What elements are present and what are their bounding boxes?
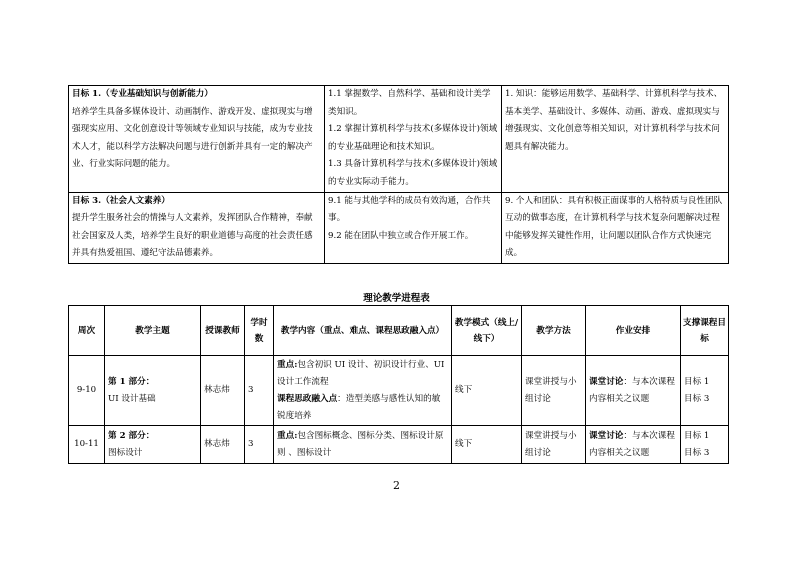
teacher-cell: 林志炜 [201, 356, 245, 426]
key-text: 包含图标概念、图标分类、图标设计原则 、图标设计 [277, 430, 444, 458]
hw-text: ：与本次课程内容相关之议题 [589, 376, 675, 404]
homework-cell [586, 426, 681, 464]
method-cell: 课堂讲授与小组讨论 [522, 356, 586, 426]
topic-cell [105, 426, 201, 464]
page-number: 2 [393, 479, 400, 492]
hw-label: 课堂讨论 [589, 376, 624, 387]
goal-ref: 目标 1 [684, 376, 710, 387]
hw-label: 课堂讨论 [589, 430, 624, 441]
header-row [69, 306, 729, 356]
goal-title: 目标 3.（社会人文素养） [72, 195, 170, 206]
part-label: 第 2 部分： [108, 430, 155, 441]
key-text: 包含初识 UI 设计、初识设计行业、UI 设计工作流程 [277, 359, 445, 387]
hw-text: ：与本次课程内容相关之议题 [589, 430, 675, 458]
header-homework: 作业安排 [586, 306, 681, 356]
header-mode: 教学模式（线上/线下） [452, 306, 522, 356]
key-label: 重点: [277, 359, 298, 370]
teacher-cell: 林志炜 [201, 426, 245, 464]
table-row [69, 426, 729, 464]
header-hours: 学时数 [245, 306, 274, 356]
goal-cell [681, 356, 729, 426]
mode-cell: 线下 [452, 426, 522, 464]
indicator: 1.3 具备计算机科学与技术(多媒体设计)领域的专业实际动手能力。 [328, 159, 498, 187]
indicator: 1.1 掌握数学、自然科学、基础和设计美学类知识。 [328, 89, 491, 117]
requirement-cell: 9. 个人和团队：具有积极正面谋事的人格特质与良性团队互动的做事态度，在计算机科学与技术复杂问题解决过程中能够发挥关键性作用，让问题以团队合作方式快速完成。 [502, 192, 729, 263]
table-row [69, 356, 729, 426]
indicator: 9.1 能与其他学科的成员有效沟通，合作共事。 [328, 195, 491, 224]
goal-ref: 目标 3 [684, 393, 710, 404]
indicator-cell [325, 192, 502, 263]
indicator: 9.2 能在团队中独立或合作开展工作。 [328, 230, 474, 241]
homework-cell [586, 356, 681, 426]
part-label: 第 1 部分： [108, 376, 155, 387]
indicator-cell [325, 86, 502, 193]
goal-text: 培养学生具备多媒体设计、动画制作、游戏开发、虚拟现实与增强现实应用、文化创意设计等领域专业知识与技能，成为专业技术人才，能以科学方法解决问题与进行创新并具有一定的解决产业、行业实际问题的能力。 [72, 106, 313, 170]
hours-cell: 3 [245, 356, 274, 426]
week-cell: 10-11 [69, 426, 105, 464]
ideo-text: ：造型美感与感性认知的敏锐度培养 [277, 393, 441, 421]
indicator: 1.2 掌握计算机科学与技术(多媒体设计)领域的专业基础理论和技术知识。 [328, 124, 498, 152]
schedule-title: 理论教学进程表 [363, 293, 430, 304]
goal-row [69, 192, 729, 263]
content-cell [274, 356, 452, 426]
topic-cell [105, 356, 201, 426]
header-content: 教学内容（重点、难点、课程思政融入点） [274, 306, 452, 356]
key-label: 重点: [277, 430, 298, 441]
topic-text: UI 设计基础 [108, 393, 156, 404]
goal-row [69, 86, 729, 193]
header-week: 周次 [69, 306, 105, 356]
goal-ref: 目标 1 [684, 430, 710, 441]
topic-text: 图标设计 [108, 447, 143, 458]
ideo-label: 课程思政融入点 [277, 393, 338, 404]
goal-cell [69, 86, 325, 193]
week-cell: 9-10 [69, 356, 105, 426]
goal-ref: 目标 3 [684, 447, 710, 458]
schedule-table [68, 305, 729, 464]
goals-table [68, 85, 729, 264]
content-cell [274, 426, 452, 464]
hours-cell: 3 [245, 426, 274, 464]
requirement-cell: 1. 知识：能够运用数学、基础科学、计算机科学与技术、基本美学、基础设计、多媒体、动画、游戏、虚拟现实与增强现实、文化创意等相关知识，对计算机科学与技术问题具有解决能力。 [502, 86, 729, 193]
goal-text: 提升学生服务社会的情操与人文素养，发挥团队合作精神，奉献社会国家及人类，培养学生良好的职业道德与高度的社会责任感并具有热爱祖国、遵纪守法品德素养。 [72, 213, 313, 259]
header-topic: 教学主题 [105, 306, 201, 356]
header-goal: 支撑课程目标 [681, 306, 729, 356]
goal-cell [69, 192, 325, 263]
mode-cell: 线下 [452, 356, 522, 426]
goal-cell [681, 426, 729, 464]
header-teacher: 授课教师 [201, 306, 245, 356]
method-cell: 课堂讲授与小组讨论 [522, 426, 586, 464]
goal-title: 目标 1.（专业基础知识与创新能力） [72, 89, 213, 99]
header-method: 教学方法 [522, 306, 586, 356]
